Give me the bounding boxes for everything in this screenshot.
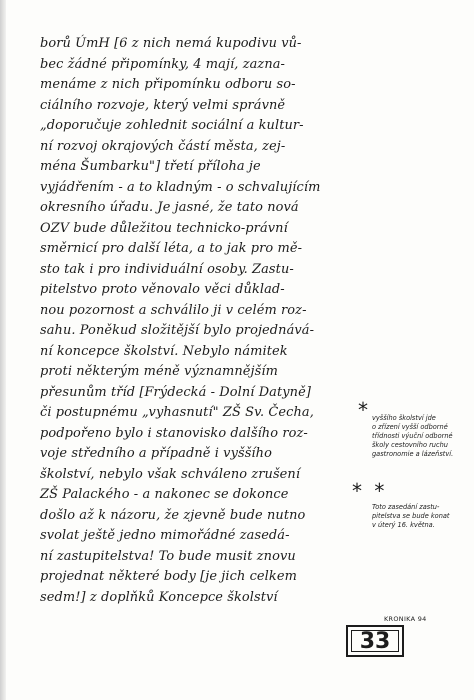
note-line: vyššího školství jde xyxy=(372,414,436,422)
text-line: voje středního a případně i vyššího xyxy=(40,446,272,461)
text-line: školství, nebylo však schváleno zrušení xyxy=(40,466,301,482)
text-line: projednat některé body [je jich celkem xyxy=(40,569,297,584)
text-line: či postupnému „vyhasnutí" ZŠ Sv. Čecha, xyxy=(40,405,314,420)
note-line: třídnosti výuční odborné xyxy=(372,432,453,440)
text-line: pitelstvo proto věnovalo věci důklad- xyxy=(40,282,285,297)
side-note-1 xyxy=(372,414,453,459)
side-note-2 xyxy=(372,503,450,530)
text-line: bec žádné připomínky, 4 mají, zazna- xyxy=(40,56,286,72)
text-line: sto tak i pro individuální osoby. Zastu- xyxy=(40,261,294,277)
text-line: nou pozornost a schválilo ji v celém roz- xyxy=(40,302,307,318)
text-line: ní koncepce školství. Nebylo námitek xyxy=(40,343,288,359)
text-line: ciálního rozvoje, který velmi správně xyxy=(40,97,286,113)
page-number: 33 xyxy=(359,628,391,654)
page-number-box xyxy=(346,625,404,657)
text-line: vyjádřením - a to kladným - o schvalujícím xyxy=(40,179,321,195)
text-line: ní rozvoj okrajových částí města, zej- xyxy=(40,138,286,154)
footnote-marker-2: * * xyxy=(352,479,388,503)
text-line: proti některým méně významnějším xyxy=(40,364,278,379)
text-line: svolat ještě jedno mimořádné zasedá- xyxy=(40,528,290,543)
text-line: okresního úřadu. Je jasné, že tato nová xyxy=(40,200,299,215)
note-line: o zřízení vyšší odborné xyxy=(372,423,448,431)
main-handwritten-text xyxy=(40,34,380,608)
text-line: ní zastupitelstva! To bude musit znovu xyxy=(40,548,296,564)
text-line: menáme z nich připomínku odboru so- xyxy=(40,77,296,92)
text-line: podpořeno bylo i stanovisko dalšího roz- xyxy=(40,425,308,441)
text-line: směrnicí pro další léta, a to jak pro mě- xyxy=(40,241,303,256)
text-line: došlo až k názoru, že zjevně bude nutno xyxy=(40,507,306,523)
chronicle-stamp: KRONIKA 94 xyxy=(384,615,427,623)
note-line: pitelstva se bude konat xyxy=(372,512,450,520)
text-line: sedm!] z doplňků Koncepce školství xyxy=(40,589,278,605)
text-line: OZV bude důležitou technicko-právní xyxy=(40,220,288,236)
text-line: ZŠ Palackého - a nakonec se dokonce xyxy=(40,487,289,502)
text-line: ména Šumbarku"] třetí příloha je xyxy=(40,159,261,174)
page-gutter xyxy=(0,0,6,700)
text-line: borů ÚmH [6 z nich nemá kupodivu vů- xyxy=(40,36,302,51)
note-line: školy cestovního ruchu xyxy=(372,441,448,449)
note-line: Toto zasedání zastu- xyxy=(372,503,440,511)
text-line: přesunům tříd [Frýdecká - Dolní Datyně] xyxy=(40,384,311,400)
footnote-marker-1: * xyxy=(358,398,368,422)
text-line: sahu. Poněkud složitější bylo projednává- xyxy=(40,323,315,338)
note-line: v úterý 16. května. xyxy=(372,521,435,529)
note-line: gastronomie a lázeňství. xyxy=(372,450,454,458)
text-line: „doporučuje zohlednit sociální a kultur- xyxy=(40,118,304,133)
